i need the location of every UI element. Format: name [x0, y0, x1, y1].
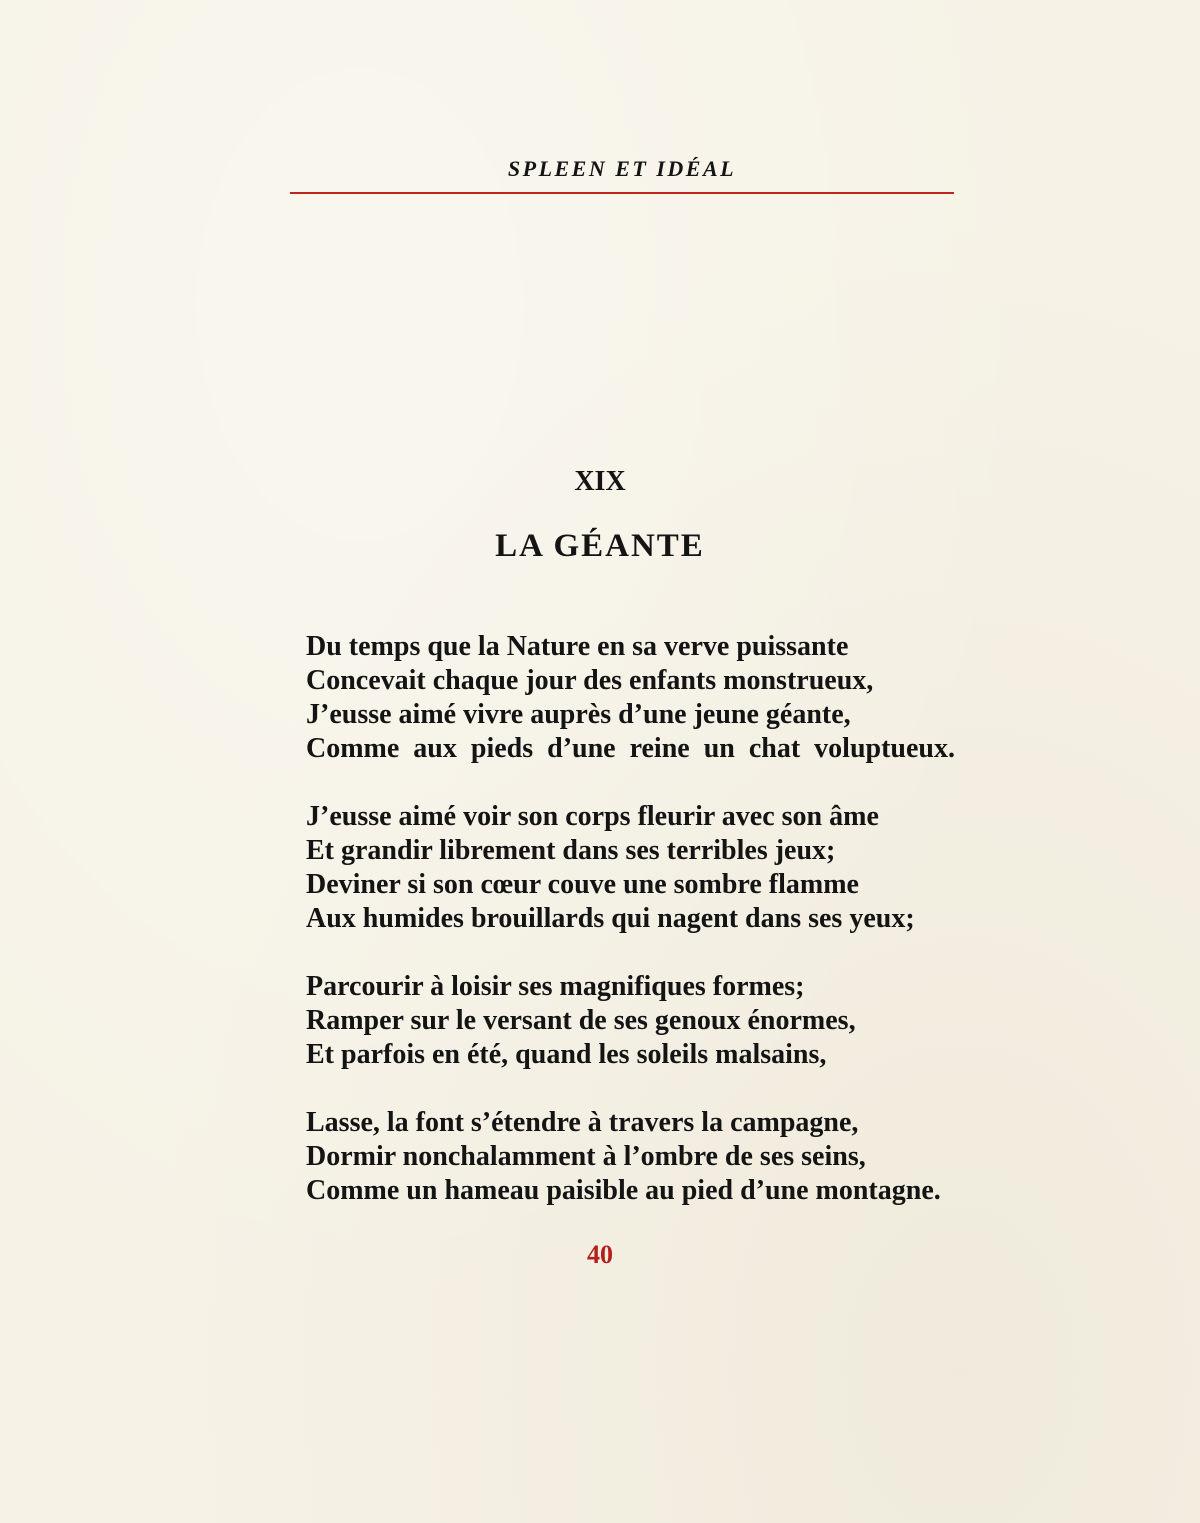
poem-body — [306, 630, 996, 1242]
verse-line: Concevait chaque jour des enfants monstrueux, — [306, 665, 874, 696]
verse-line: Et grandir librement dans ses terribles jeux; — [306, 835, 836, 866]
verse-line: Dormir nonchalamment à l’ombre de ses seins, — [306, 1141, 866, 1172]
verse-line: Comme aux pieds d’une reine un chat voluptueux. — [306, 733, 956, 764]
stanza — [306, 800, 996, 936]
verse-line: Du temps que la Nature en sa verve puissante — [306, 631, 849, 662]
verse-line: Et parfois en été, quand les soleils malsains, — [306, 1039, 827, 1070]
verse-line: Aux humides brouillards qui nagent dans ses yeux; — [306, 903, 915, 934]
poem-title: LA GÉANTE — [495, 528, 705, 564]
verse-line: Lasse, la font s’étendre à travers la campagne, — [306, 1107, 859, 1138]
stanza — [306, 630, 996, 766]
poem-number: XIX — [574, 466, 626, 497]
verse-line: Parcourir à loisir ses magnifiques formes; — [306, 971, 805, 1002]
verse-line: Comme un hameau paisible au pied d’une montagne. — [306, 1175, 941, 1206]
verse-line: Deviner si son cœur couve une sombre flamme — [306, 869, 859, 900]
verse-line: Ramper sur le versant de ses genoux énormes, — [306, 1005, 856, 1036]
verse-line: J’eusse aimé voir son corps fleurir avec son âme — [306, 801, 879, 832]
stanza — [306, 1106, 996, 1208]
running-head: SPLEEN ET IDÉAL — [507, 156, 737, 181]
page-number: 40 — [587, 1240, 613, 1269]
stanza — [306, 970, 996, 1072]
verse-line: J’eusse aimé vivre auprès d’une jeune géante, — [306, 699, 851, 730]
header-rule — [290, 192, 954, 194]
